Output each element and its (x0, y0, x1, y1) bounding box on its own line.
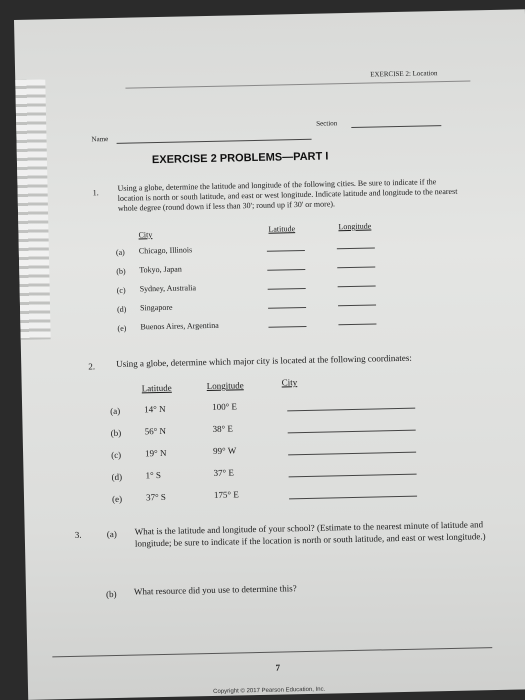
q1-latitude-blank[interactable] (268, 326, 306, 328)
q1-number: 1. (92, 188, 99, 198)
page-number: 7 (275, 662, 281, 673)
q3-a-text: What is the latitude and longitude of your school? (Estimate to the nearest minute of latitude and longitude; be sure to indicate if the location is north or south latitude, and east or west longitude.) (134, 519, 486, 549)
q2-city-blank[interactable] (289, 496, 417, 500)
q1-row-city: Chicago, Illinois (138, 245, 193, 256)
q1-row-letter: (e) (117, 323, 127, 333)
section-label: Section (316, 119, 338, 128)
q1-header-latitude: Latitude (268, 224, 296, 234)
q3-a-letter: (a) (106, 528, 117, 540)
q1-header-longitude: Longitude (338, 221, 372, 232)
q2-city-blank[interactable] (289, 474, 417, 478)
q2-row-letter: (a) (110, 405, 121, 417)
q1-row-city: Tokyo, Japan (139, 264, 182, 275)
q1-row-letter: (d) (116, 304, 127, 314)
name-blank[interactable] (117, 139, 312, 144)
q2-row-latitude: 37° S (145, 491, 166, 503)
header-label: EXERCISE 2: Location (370, 69, 438, 79)
worksheet-page (14, 9, 525, 700)
q1-row-letter: (c) (116, 285, 126, 295)
q1-row-city: Sydney, Australia (139, 283, 197, 294)
q1-longitude-blank[interactable] (338, 304, 376, 306)
q1-row-city: Singapore (139, 302, 173, 313)
q1-longitude-blank[interactable] (337, 247, 375, 249)
q1-row-city: Buenos Aires, Argentina (140, 320, 219, 332)
q1-header-city: City (138, 230, 153, 240)
name-label: Name (91, 135, 109, 144)
q2-row-latitude: 1° S (145, 470, 162, 481)
q1-row-letter: (a) (115, 247, 125, 257)
q2-row-longitude: 99° W (212, 445, 237, 456)
header-rule (125, 80, 470, 88)
q3-b-letter: (b) (105, 588, 117, 600)
q2-row-longitude: 38° E (212, 423, 234, 434)
q1-latitude-blank[interactable] (268, 288, 306, 290)
copyright: Copyright © 2017 Pearson Education, Inc. (213, 686, 326, 695)
footer-rule (52, 647, 492, 657)
q2-row-longitude: 100° E (212, 401, 238, 412)
q2-row-letter: (b) (110, 427, 122, 439)
q1-longitude-blank[interactable] (338, 323, 376, 325)
q1-latitude-blank[interactable] (268, 307, 306, 309)
q3-b-text: What resource did you use to determine this? (133, 583, 297, 597)
q2-row-latitude: 14° N (144, 403, 166, 415)
q2-header-latitude: Latitude (141, 382, 172, 394)
q2-row-letter: (d) (111, 471, 123, 483)
q2-row-latitude: 56° N (144, 425, 167, 437)
q1-latitude-blank[interactable] (267, 269, 305, 271)
q2-row-latitude: 19° N (144, 447, 167, 459)
q2-row-letter: (c) (111, 449, 122, 461)
q2-city-blank[interactable] (288, 452, 416, 456)
q1-instructions: Using a globe, determine the latitude and longitude of the following cities. Be sure to indicate if the location is north or south latitude, and east or west longitude. Indicate latitude and longitude to the nearest whole degree (round down if less than 30'; round up if 30' or more). (117, 177, 458, 213)
q2-city-blank[interactable] (287, 408, 415, 412)
q2-city-blank[interactable] (288, 430, 416, 434)
q1-longitude-blank[interactable] (337, 266, 375, 268)
q2-header-city: City (281, 377, 298, 388)
q2-row-letter: (e) (111, 493, 123, 505)
spiral-binding (15, 79, 50, 340)
q2-instructions: Using a globe, determine which major city is located at the following coordinates: (116, 352, 412, 369)
q2-row-longitude: 37° E (213, 467, 234, 478)
section-blank[interactable] (351, 125, 441, 128)
q2-number: 2. (88, 361, 96, 372)
q3-number: 3. (74, 529, 82, 540)
q1-longitude-blank[interactable] (338, 285, 376, 287)
q2-row-longitude: 175° E (213, 489, 239, 500)
q2-header-longitude: Longitude (206, 380, 244, 392)
q1-latitude-blank[interactable] (267, 250, 305, 252)
q1-row-letter: (b) (116, 266, 126, 276)
page-title: EXERCISE 2 PROBLEMS—PART I (151, 150, 329, 167)
